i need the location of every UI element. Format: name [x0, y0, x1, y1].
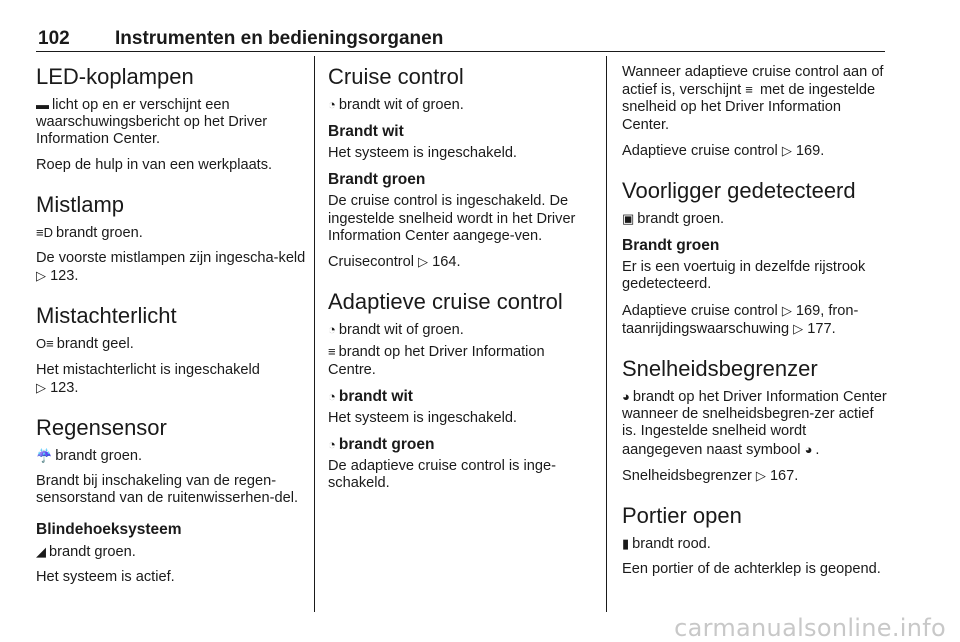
cruise-icon: ◔	[328, 437, 336, 453]
paragraph: Het systeem is ingeschakeld.	[328, 145, 517, 162]
rear-fog-icon: O≡	[36, 336, 54, 352]
column-divider	[314, 56, 315, 612]
page-title: Instrumenten en bedieningsorganen	[115, 28, 444, 49]
speed-limiter-icon: ◕	[622, 389, 630, 405]
section-title: Snelheidsbegrenzer	[622, 356, 818, 382]
section-title: Adaptieve cruise control	[328, 289, 563, 315]
subsection-title: Blindehoeksysteem	[36, 520, 182, 538]
paragraph: O≡ brandt geel.	[36, 336, 134, 353]
paragraph: Er is een voertuig in dezelfde rijstrook gedetecteerd.	[622, 259, 866, 293]
reference-arrow-icon: ▷	[36, 379, 46, 395]
paragraph: Snelheidsbegrenzer ▷ 167.	[622, 467, 799, 484]
acc-vehicle-icon: ≡	[745, 82, 753, 98]
paragraph: ▮ brandt rood.	[622, 536, 711, 553]
rain-sensor-icon: ☔	[36, 448, 53, 464]
watermark: carmanualsonline.info	[674, 614, 946, 642]
door-open-icon: ▮	[622, 536, 630, 552]
subsection-title: Brandt wit	[328, 123, 404, 141]
cruise-icon: ◔	[328, 322, 336, 338]
paragraph: Een portier of de achterklep is geopend.	[622, 561, 881, 578]
section-title: Mistachterlicht	[36, 303, 177, 329]
reference-arrow-icon: ▷	[418, 254, 429, 270]
acc-vehicle-icon: ≡	[328, 344, 336, 360]
reference-arrow-icon: ▷	[793, 320, 804, 336]
paragraph: ◔ brandt wit of groen.	[328, 322, 464, 339]
paragraph: Wanneer adaptieve cruise control aan of actief is, verschijnt ≡ met de ingestelde snelheid op het Driver Information Center.	[622, 64, 884, 133]
section-title: Regensensor	[36, 415, 167, 441]
reference-arrow-icon: ▷	[755, 467, 766, 483]
section-title: Mistlamp	[36, 191, 125, 217]
paragraph: ◔ brandt wit of groen.	[328, 97, 464, 113]
column-divider	[606, 56, 607, 612]
page-header	[0, 0, 960, 56]
reference-arrow-icon: ▷	[36, 268, 46, 284]
paragraph: De cruise control is ingeschakeld. De ingestelde snelheid wordt in het Driver Information Center aangege-ven.	[328, 193, 576, 244]
cruise-icon: ◔	[328, 388, 336, 404]
column-left	[36, 64, 306, 594]
paragraph: ◕ brandt op het Driver Information Center wanneer de snelheidsbegren-zer actief is. Ingestelde snelheid wordt aangegeven naast symbool ◕ .	[622, 389, 887, 458]
cruise-icon: ◔	[328, 97, 336, 112]
speed-limiter-icon: ◕	[804, 441, 813, 457]
page-number: 102	[38, 28, 70, 49]
front-fog-icon: ≡D	[36, 224, 53, 240]
column-middle	[328, 64, 593, 500]
car-icon: ▣	[622, 211, 635, 227]
reference-arrow-icon: ▷	[781, 302, 792, 318]
subsection-title: Brandt groen	[622, 237, 720, 255]
section-title: Portier open	[622, 503, 742, 529]
reference-arrow-icon: ▷	[781, 142, 792, 158]
section-title: LED-koplampen	[36, 64, 194, 89]
paragraph: Het mistachterlicht is ingeschakeld ▷ 123.	[36, 361, 260, 396]
paragraph: ≡ brandt op het Driver Information Centre.	[328, 344, 545, 378]
headlamp-icon: ▬	[36, 97, 49, 112]
subsection-title: ◔ brandt groen	[328, 436, 435, 454]
subsection-title: Brandt groen	[328, 171, 426, 189]
column-right	[622, 64, 887, 586]
paragraph: Roep de hulp in van een werkplaats.	[36, 156, 273, 173]
paragraph: ▬ licht op en er verschijnt een waarschuwingsbericht op het Driver Information Center.	[36, 97, 268, 148]
paragraph: Adaptieve cruise control ▷ 169.	[622, 142, 825, 159]
blind-spot-icon: ◢	[36, 543, 46, 559]
paragraph: ▣ brandt groen.	[622, 211, 725, 228]
paragraph: De adaptieve cruise control is inge-schakeld.	[328, 458, 556, 492]
paragraph: Het systeem is ingeschakeld.	[328, 409, 517, 426]
header-rule	[36, 51, 885, 52]
section-title: Cruise control	[328, 64, 464, 89]
paragraph: ◢ brandt groen.	[36, 543, 136, 560]
paragraph: ≡D brandt groen.	[36, 224, 143, 241]
paragraph: De voorste mistlampen zijn ingescha-keld ▷ 123.	[36, 250, 306, 285]
paragraph: ☔ brandt groen.	[36, 448, 143, 465]
paragraph: Brandt bij inschakeling van de regen-sensorstand van de ruitenwisserhen-del.	[36, 473, 299, 507]
paragraph: Het systeem is actief.	[36, 568, 175, 585]
paragraph: Cruisecontrol ▷ 164.	[328, 254, 461, 271]
paragraph: Adaptieve cruise control ▷ 169, fron-taanrijdingswaarschuwing ▷ 177.	[622, 302, 859, 337]
subsection-title: ◔ brandt wit	[328, 387, 413, 405]
section-title: Voorligger gedetecteerd	[622, 178, 856, 204]
